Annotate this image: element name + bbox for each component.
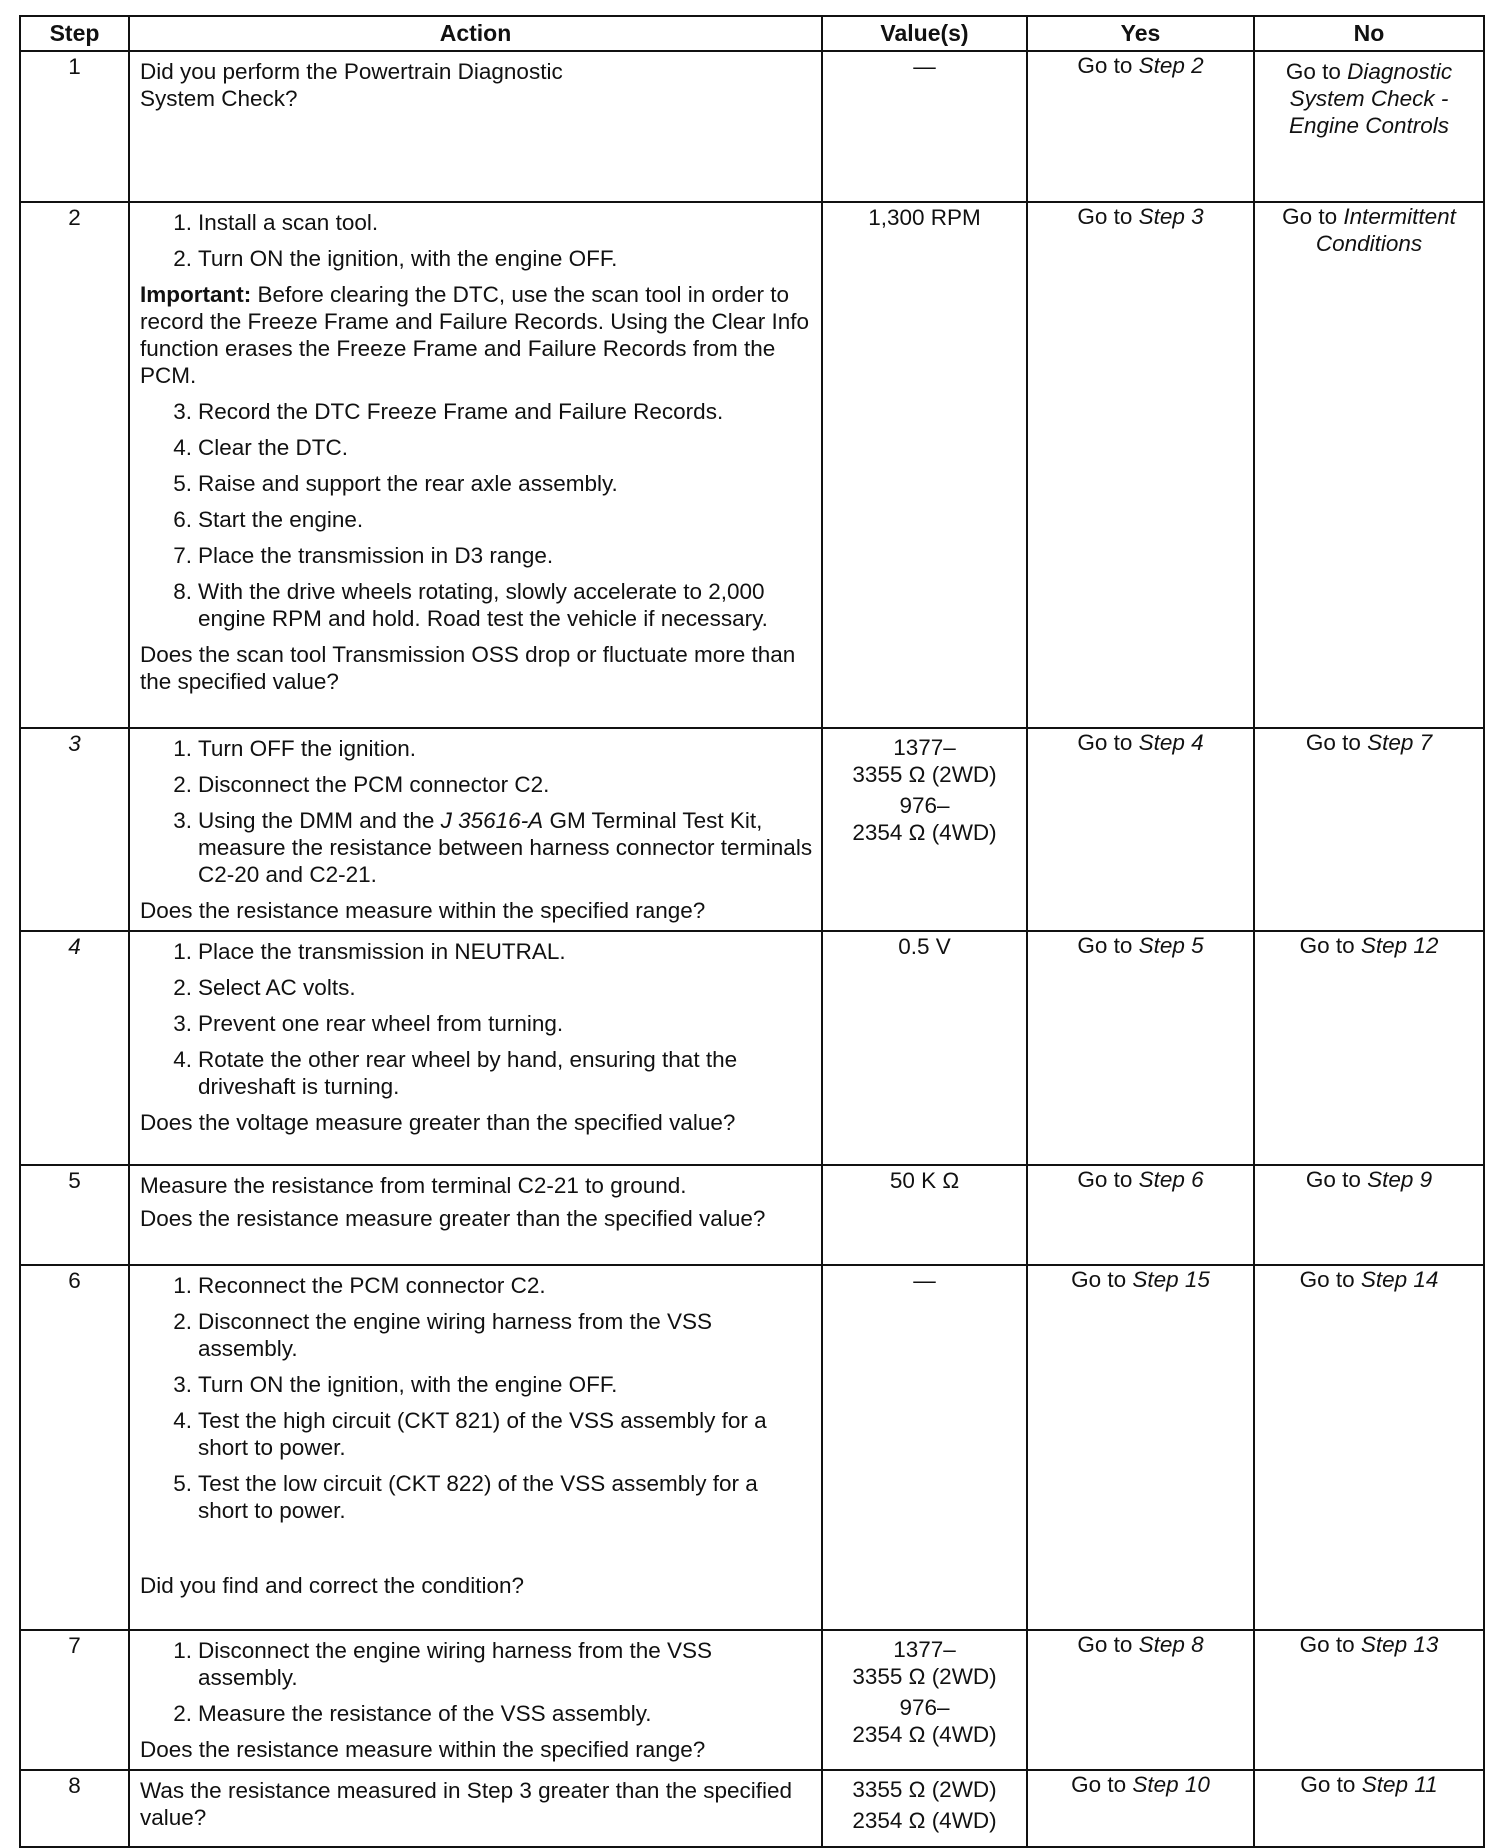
important-text: Before clearing the DTC, use the scan tool in order to record the Freeze Frame and Failure Records. Using the Clear Info function erases the Freeze Frame and Failure Records from the PCM. bbox=[140, 282, 810, 388]
header-values: Value(s) bbox=[822, 16, 1027, 51]
action-list bbox=[140, 735, 813, 888]
action-list bbox=[140, 209, 813, 272]
important-label: Important: bbox=[140, 282, 252, 307]
list-item: 8. With the drive wheels rotating, slowly accelerate to 2,000 engine RPM and hold. Road test the vehicle if necessary. bbox=[173, 579, 768, 631]
action-cell bbox=[129, 1630, 822, 1770]
question-text: Was the resistance measured in Step 3 greater than the specified value? bbox=[140, 1778, 793, 1830]
header-row bbox=[20, 16, 1484, 51]
intermittent-conditions-link[interactable]: Intermittent Conditions bbox=[1315, 204, 1456, 256]
question-text: Does the resistance measure within the specified range? bbox=[140, 1737, 706, 1762]
question-text: Does the scan tool Transmission OSS drop or fluctuate more than the specified value? bbox=[140, 642, 796, 694]
go-to-text: Go to bbox=[1071, 1772, 1133, 1797]
instruction-text: Measure the resistance from terminal C2-21 to ground. bbox=[140, 1173, 687, 1198]
no-cell bbox=[1254, 931, 1484, 1165]
table-row bbox=[20, 1770, 1484, 1847]
header-step: Step bbox=[20, 16, 129, 51]
yes-cell bbox=[1027, 1165, 1254, 1265]
step-number: 3 bbox=[20, 728, 129, 931]
step-link[interactable]: Step 4 bbox=[1138, 730, 1204, 755]
no-cell bbox=[1254, 1630, 1484, 1770]
header-action: Action bbox=[129, 16, 822, 51]
go-to-text: Go to bbox=[1305, 1167, 1368, 1192]
action-list bbox=[140, 1637, 813, 1727]
go-to-text: Go to bbox=[1077, 730, 1139, 755]
no-cell bbox=[1254, 1265, 1484, 1630]
yes-cell bbox=[1027, 1630, 1254, 1770]
no-cell bbox=[1254, 1770, 1484, 1847]
value-cell: 1377– 3355 Ω (2WD) 976– 2354 Ω (4WD) bbox=[822, 728, 1027, 931]
step-number: 2 bbox=[20, 202, 129, 728]
step-link[interactable]: Step 11 bbox=[1361, 1772, 1438, 1797]
header-yes: Yes bbox=[1027, 16, 1254, 51]
list-item: 2. Turn ON the ignition, with the engine OFF. bbox=[173, 246, 618, 271]
list-item: 2. Disconnect the PCM connector C2. bbox=[173, 772, 550, 797]
action-cell bbox=[129, 202, 822, 728]
table-row bbox=[20, 1265, 1484, 1630]
action-cell bbox=[129, 728, 822, 931]
list-item: 3. Using the DMM and the J 35616-A GM Terminal Test Kit, measure the resistance between harness connector terminals C2-20 and C2-21. bbox=[173, 808, 813, 887]
go-to-text: Go to bbox=[1285, 59, 1348, 84]
list-item: 5. Raise and support the rear axle assembly. bbox=[173, 471, 618, 496]
yes-cell bbox=[1027, 1770, 1254, 1847]
go-to-text: Go to bbox=[1299, 1267, 1361, 1292]
list-item: 6. Start the engine. bbox=[173, 507, 364, 532]
go-to-text: Go to bbox=[1300, 1772, 1362, 1797]
action-cell bbox=[129, 51, 822, 202]
yes-cell bbox=[1027, 1265, 1254, 1630]
question-text: Does the resistance measure within the specified range? bbox=[140, 898, 706, 923]
list-item: 3. Record the DTC Freeze Frame and Failure Records. bbox=[173, 399, 724, 424]
list-item: 1. Install a scan tool. bbox=[173, 210, 379, 235]
list-item: 2. Select AC volts. bbox=[173, 975, 356, 1000]
yes-cell bbox=[1027, 931, 1254, 1165]
question-text: Does the voltage measure greater than the specified value? bbox=[140, 1110, 736, 1135]
value-cell: 1,300 RPM bbox=[822, 202, 1027, 728]
step-link[interactable]: Step 14 bbox=[1360, 1267, 1439, 1292]
diagnostic-check-link[interactable]: Diagnostic System Check - Engine Controls bbox=[1288, 59, 1453, 138]
list-item: 5. Test the low circuit (CKT 822) of the VSS assembly for a short to power. bbox=[173, 1471, 758, 1523]
question-text: Did you find and correct the condition? bbox=[140, 1573, 524, 1598]
list-item: 2. Disconnect the engine wiring harness from the VSS assembly. bbox=[173, 1309, 713, 1361]
step-number: 5 bbox=[20, 1165, 129, 1265]
action-list bbox=[140, 398, 813, 632]
step-number: 4 bbox=[20, 931, 129, 1165]
table-row bbox=[20, 51, 1484, 202]
go-to-text: Go to bbox=[1077, 204, 1139, 229]
action-cell bbox=[129, 931, 822, 1165]
action-cell bbox=[129, 1165, 822, 1265]
action-list bbox=[140, 1272, 813, 1572]
list-item: 1. Place the transmission in NEUTRAL. bbox=[173, 939, 566, 964]
list-item: 3. Turn ON the ignition, with the engine OFF. bbox=[173, 1372, 618, 1397]
value-cell: 3355 Ω (2WD) 2354 Ω (4WD) bbox=[822, 1770, 1027, 1847]
list-item: 1. Disconnect the engine wiring harness from the VSS assembly. bbox=[173, 1638, 713, 1690]
table-row bbox=[20, 202, 1484, 728]
list-item: 3. Prevent one rear wheel from turning. bbox=[173, 1011, 564, 1036]
table-row bbox=[20, 1630, 1484, 1770]
step-link[interactable]: Step 6 bbox=[1138, 1167, 1204, 1192]
go-to-text: Go to bbox=[1299, 933, 1361, 958]
go-to-text: Go to bbox=[1282, 204, 1344, 229]
yes-cell bbox=[1027, 51, 1254, 202]
value-cell: — bbox=[822, 51, 1027, 202]
go-to-text: Go to bbox=[1305, 730, 1368, 755]
step-link[interactable]: Step 7 bbox=[1367, 730, 1433, 755]
step-link[interactable]: Step 13 bbox=[1360, 1632, 1439, 1657]
list-item: 4. Test the high circuit (CKT 821) of the VSS assembly for a short to power. bbox=[173, 1408, 767, 1460]
step-link[interactable]: Step 15 bbox=[1132, 1267, 1210, 1292]
step-link[interactable]: Step 10 bbox=[1132, 1772, 1210, 1797]
no-cell bbox=[1254, 1165, 1484, 1265]
important-note bbox=[140, 281, 813, 389]
tool-name: J 35616-A bbox=[440, 808, 544, 833]
list-item: 4. Rotate the other rear wheel by hand, ensuring that the driveshaft is turning. bbox=[173, 1047, 738, 1099]
value-cell: — bbox=[822, 1265, 1027, 1630]
go-to-text: Go to bbox=[1077, 933, 1139, 958]
step-number: 6 bbox=[20, 1265, 129, 1630]
question-text: Does the resistance measure greater than the specified value? bbox=[140, 1206, 766, 1231]
step-number: 7 bbox=[20, 1630, 129, 1770]
go-to-text: Go to bbox=[1071, 1267, 1133, 1292]
no-cell bbox=[1254, 51, 1484, 202]
table-row bbox=[20, 931, 1484, 1165]
step-link[interactable]: Step 8 bbox=[1138, 1632, 1204, 1657]
action-cell bbox=[129, 1770, 822, 1847]
header-no: No bbox=[1254, 16, 1484, 51]
step-number: 1 bbox=[20, 51, 129, 202]
yes-cell bbox=[1027, 202, 1254, 728]
step-link[interactable]: Step 2 bbox=[1138, 53, 1204, 78]
list-item: 1. Turn OFF the ignition. bbox=[173, 736, 417, 761]
table-row bbox=[20, 728, 1484, 931]
no-cell bbox=[1254, 202, 1484, 728]
go-to-text: Go to bbox=[1077, 53, 1139, 78]
step-link[interactable]: Step 9 bbox=[1367, 1167, 1433, 1192]
no-cell bbox=[1254, 728, 1484, 931]
step-link[interactable]: Step 12 bbox=[1360, 933, 1439, 958]
list-item: 2. Measure the resistance of the VSS assembly. bbox=[173, 1701, 652, 1726]
list-item: 4. Clear the DTC. bbox=[173, 435, 349, 460]
diagnostic-table bbox=[19, 15, 1485, 1848]
go-to-text: Go to bbox=[1077, 1167, 1139, 1192]
value-cell: 50 K Ω bbox=[822, 1165, 1027, 1265]
action-list bbox=[140, 938, 813, 1100]
value-cell: 1377– 3355 Ω (2WD) 976– 2354 Ω (4WD) bbox=[822, 1630, 1027, 1770]
step-number: 8 bbox=[20, 1770, 129, 1847]
step-link[interactable]: Step 3 bbox=[1138, 204, 1204, 229]
action-cell bbox=[129, 1265, 822, 1630]
go-to-text: Go to bbox=[1299, 1632, 1361, 1657]
list-item: 1. Reconnect the PCM connector C2. bbox=[173, 1273, 546, 1298]
table-row bbox=[20, 1165, 1484, 1265]
yes-cell bbox=[1027, 728, 1254, 931]
go-to-text: Go to bbox=[1077, 1632, 1139, 1657]
question-text: Did you perform the Powertrain Diagnostic System Check? bbox=[140, 59, 563, 111]
list-item: 7. Place the transmission in D3 range. bbox=[173, 543, 554, 568]
step-link[interactable]: Step 5 bbox=[1138, 933, 1204, 958]
value-cell: 0.5 V bbox=[822, 931, 1027, 1165]
